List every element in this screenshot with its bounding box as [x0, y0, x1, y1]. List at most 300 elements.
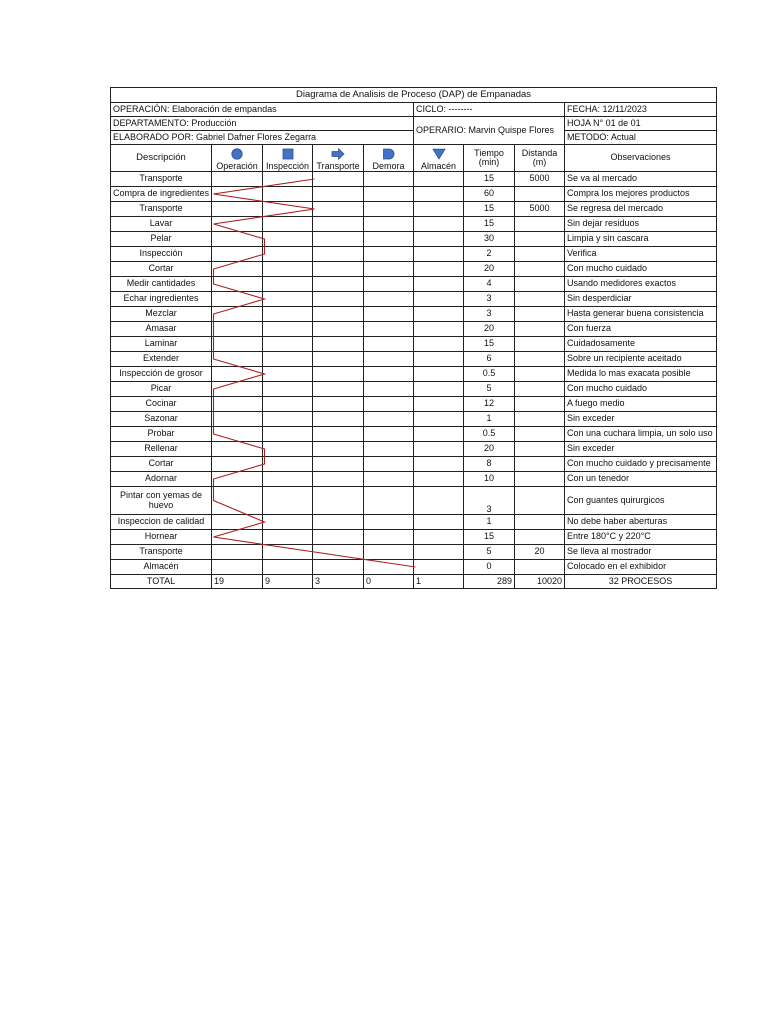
- row-distancia: [515, 367, 565, 382]
- row-almacen-cell: [414, 412, 464, 427]
- row-inspeccion-cell: [263, 352, 313, 367]
- row-operacion-cell: [212, 202, 263, 217]
- row-tiempo: 3: [464, 292, 515, 307]
- row-transporte-cell: [313, 187, 364, 202]
- table-row: [111, 412, 717, 427]
- row-descripcion: Cocinar: [111, 397, 212, 412]
- row-transporte-cell: [313, 247, 364, 262]
- row-observaciones: Se lleva al mostrador: [565, 545, 717, 560]
- row-observaciones: Con guantes quirurgicos: [565, 487, 717, 515]
- row-demora-cell: [364, 515, 414, 530]
- row-distancia: [515, 292, 565, 307]
- table-row: [111, 382, 717, 397]
- row-operacion-cell: [212, 247, 263, 262]
- row-operacion-cell: [212, 560, 263, 575]
- table-row: [111, 337, 717, 352]
- total-distancia: 10020: [515, 575, 565, 589]
- row-transporte-cell: [313, 217, 364, 232]
- row-descripcion: Echar ingredientes: [111, 292, 212, 307]
- row-inspeccion-cell: [263, 337, 313, 352]
- header-distancia: Distanda (m): [515, 145, 565, 172]
- table-row: [111, 442, 717, 457]
- row-inspeccion-cell: [263, 262, 313, 277]
- row-distancia: [515, 472, 565, 487]
- row-demora-cell: [364, 172, 414, 187]
- row-inspeccion-cell: [263, 187, 313, 202]
- total-transporte: 3: [313, 575, 364, 589]
- row-transporte-cell: [313, 232, 364, 247]
- row-observaciones: Con una cuchara limpia, un solo uso: [565, 427, 717, 442]
- header-almacen: [414, 145, 464, 172]
- row-descripcion: Amasar: [111, 322, 212, 337]
- row-almacen-cell: [414, 247, 464, 262]
- row-observaciones: Con mucho cuidado y precisamente: [565, 457, 717, 472]
- row-tiempo: 15: [464, 530, 515, 545]
- row-transporte-cell: [313, 545, 364, 560]
- row-tiempo: 20: [464, 442, 515, 457]
- row-tiempo: 20: [464, 322, 515, 337]
- row-observaciones: A fuego medio: [565, 397, 717, 412]
- row-descripcion: Mezclar: [111, 307, 212, 322]
- table-row: [111, 322, 717, 337]
- table-row: [111, 545, 717, 560]
- row-distancia: [515, 307, 565, 322]
- row-demora-cell: [364, 457, 414, 472]
- row-operacion-cell: [212, 382, 263, 397]
- row-distancia: 5000: [515, 202, 565, 217]
- row-demora-cell: [364, 187, 414, 202]
- row-observaciones: No debe haber aberturas: [565, 515, 717, 530]
- row-distancia: [515, 427, 565, 442]
- row-transporte-cell: [313, 515, 364, 530]
- ciclo-field: CICLO: --------: [414, 103, 565, 117]
- row-tiempo: 15: [464, 337, 515, 352]
- row-almacen-cell: [414, 457, 464, 472]
- row-demora-cell: [364, 337, 414, 352]
- row-demora-cell: [364, 307, 414, 322]
- row-tiempo: 5: [464, 382, 515, 397]
- row-operacion-cell: [212, 472, 263, 487]
- total-observaciones: 32 PROCESOS: [565, 575, 717, 589]
- row-operacion-cell: [212, 352, 263, 367]
- row-almacen-cell: [414, 172, 464, 187]
- row-inspeccion-cell: [263, 307, 313, 322]
- header-demora: [364, 145, 414, 172]
- row-transporte-cell: [313, 172, 364, 187]
- row-observaciones: Con mucho cuidado: [565, 382, 717, 397]
- row-tiempo: 4: [464, 277, 515, 292]
- row-inspeccion-cell: [263, 412, 313, 427]
- table-row: [111, 427, 717, 442]
- row-almacen-cell: [414, 277, 464, 292]
- operacion-field: OPERACIÓN: Elaboración de empandas: [111, 103, 414, 117]
- row-almacen-cell: [414, 232, 464, 247]
- row-demora-cell: [364, 427, 414, 442]
- row-observaciones: Compra los mejores productos: [565, 187, 717, 202]
- row-descripcion: Transporte: [111, 202, 212, 217]
- row-tiempo: 15: [464, 217, 515, 232]
- row-distancia: [515, 515, 565, 530]
- table-row: [111, 202, 717, 217]
- row-observaciones: Usando medidores exactos: [565, 277, 717, 292]
- row-demora-cell: [364, 367, 414, 382]
- row-inspeccion-cell: [263, 530, 313, 545]
- row-transporte-cell: [313, 367, 364, 382]
- operario-field: OPERARIO: Marvin Quispe Flores: [414, 117, 565, 145]
- row-almacen-cell: [414, 307, 464, 322]
- row-almacen-cell: [414, 292, 464, 307]
- row-operacion-cell: [212, 277, 263, 292]
- row-distancia: [515, 217, 565, 232]
- row-distancia: [515, 277, 565, 292]
- table-row: [111, 187, 717, 202]
- total-operacion: 19: [212, 575, 263, 589]
- row-transporte-cell: [313, 412, 364, 427]
- row-descripcion: Transporte: [111, 545, 212, 560]
- row-almacen-cell: [414, 337, 464, 352]
- table-row: [111, 487, 717, 515]
- row-almacen-cell: [414, 382, 464, 397]
- row-tiempo: 3: [464, 487, 515, 515]
- row-distancia: [515, 560, 565, 575]
- row-tiempo: 8: [464, 457, 515, 472]
- row-operacion-cell: [212, 457, 263, 472]
- row-inspeccion-cell: [263, 487, 313, 515]
- header-demora-label: Demora: [372, 160, 405, 171]
- row-operacion-cell: [212, 545, 263, 560]
- row-observaciones: Verifica: [565, 247, 717, 262]
- row-operacion-cell: [212, 515, 263, 530]
- row-descripcion: Pintar con yemas de huevo: [111, 487, 212, 515]
- row-descripcion: Sazonar: [111, 412, 212, 427]
- row-tiempo: 0.5: [464, 367, 515, 382]
- row-observaciones: Entre 180°C y 220°C: [565, 530, 717, 545]
- row-demora-cell: [364, 530, 414, 545]
- table-row: [111, 397, 717, 412]
- row-demora-cell: [364, 292, 414, 307]
- row-inspeccion-cell: [263, 232, 313, 247]
- triangle-storage-icon: [432, 148, 446, 160]
- total-inspeccion: 9: [263, 575, 313, 589]
- row-almacen-cell: [414, 442, 464, 457]
- row-transporte-cell: [313, 457, 364, 472]
- row-transporte-cell: [313, 427, 364, 442]
- row-inspeccion-cell: [263, 217, 313, 232]
- row-distancia: [515, 382, 565, 397]
- row-descripcion: Hornear: [111, 530, 212, 545]
- table-row: [111, 472, 717, 487]
- row-demora-cell: [364, 277, 414, 292]
- dap-table: [110, 87, 717, 589]
- row-inspeccion-cell: [263, 560, 313, 575]
- total-tiempo: 289: [464, 575, 515, 589]
- row-tiempo: 30: [464, 232, 515, 247]
- row-almacen-cell: [414, 427, 464, 442]
- row-descripcion: Picar: [111, 382, 212, 397]
- row-observaciones: Medida lo mas exacata posible: [565, 367, 717, 382]
- row-tiempo: 60: [464, 187, 515, 202]
- row-tiempo: 10: [464, 472, 515, 487]
- row-distancia: 5000: [515, 172, 565, 187]
- row-transporte-cell: [313, 307, 364, 322]
- row-tiempo: 0: [464, 560, 515, 575]
- row-distancia: [515, 530, 565, 545]
- row-operacion-cell: [212, 322, 263, 337]
- row-tiempo: 5: [464, 545, 515, 560]
- row-observaciones: Cuidadosamente: [565, 337, 717, 352]
- row-almacen-cell: [414, 397, 464, 412]
- row-transporte-cell: [313, 382, 364, 397]
- meta-row-1: [111, 103, 717, 117]
- row-observaciones: Sin exceder: [565, 412, 717, 427]
- circle-operation-icon: [231, 148, 243, 160]
- row-transporte-cell: [313, 292, 364, 307]
- row-distancia: [515, 187, 565, 202]
- arrow-transport-icon: [331, 148, 345, 160]
- fecha-field: FECHA: 12/11/2023: [565, 103, 717, 117]
- row-transporte-cell: [313, 487, 364, 515]
- table-row: [111, 352, 717, 367]
- table-row: [111, 560, 717, 575]
- row-inspeccion-cell: [263, 427, 313, 442]
- row-observaciones: Se regresa del mercado: [565, 202, 717, 217]
- table-row: [111, 530, 717, 545]
- row-inspeccion-cell: [263, 202, 313, 217]
- row-descripcion: Extender: [111, 352, 212, 367]
- row-tiempo: 2: [464, 247, 515, 262]
- header-descripcion: Descripción: [111, 145, 212, 172]
- row-descripcion: Probar: [111, 427, 212, 442]
- row-tiempo: 15: [464, 172, 515, 187]
- row-operacion-cell: [212, 172, 263, 187]
- row-inspeccion-cell: [263, 277, 313, 292]
- row-almacen-cell: [414, 367, 464, 382]
- row-descripcion: Adornar: [111, 472, 212, 487]
- row-observaciones: Con un tenedor: [565, 472, 717, 487]
- total-label: TOTAL: [111, 575, 212, 589]
- row-tiempo: 0.5: [464, 427, 515, 442]
- row-observaciones: Sobre un recipiente aceitado: [565, 352, 717, 367]
- row-demora-cell: [364, 472, 414, 487]
- table-row: [111, 515, 717, 530]
- table-row: [111, 262, 717, 277]
- row-observaciones: Se va al mercado: [565, 172, 717, 187]
- row-descripcion: Rellenar: [111, 442, 212, 457]
- row-almacen-cell: [414, 352, 464, 367]
- row-almacen-cell: [414, 530, 464, 545]
- row-transporte-cell: [313, 337, 364, 352]
- row-operacion-cell: [212, 292, 263, 307]
- table-row: [111, 217, 717, 232]
- row-tiempo: 3: [464, 307, 515, 322]
- meta-row-2: [111, 117, 717, 131]
- row-demora-cell: [364, 202, 414, 217]
- table-row: [111, 247, 717, 262]
- row-demora-cell: [364, 352, 414, 367]
- row-almacen-cell: [414, 262, 464, 277]
- row-distancia: [515, 337, 565, 352]
- row-inspeccion-cell: [263, 515, 313, 530]
- row-transporte-cell: [313, 560, 364, 575]
- process-rows: [111, 172, 717, 575]
- row-operacion-cell: [212, 530, 263, 545]
- table-row: [111, 457, 717, 472]
- title-row: [111, 88, 717, 103]
- row-operacion-cell: [212, 232, 263, 247]
- metodo-field: METODO: Actual: [565, 131, 717, 145]
- row-descripcion: Inspección: [111, 247, 212, 262]
- row-almacen-cell: [414, 560, 464, 575]
- row-observaciones: Sin exceder: [565, 442, 717, 457]
- row-distancia: [515, 352, 565, 367]
- row-inspeccion-cell: [263, 382, 313, 397]
- row-distancia: [515, 232, 565, 247]
- hoja-field: HOJA N° 01 de 01: [565, 117, 717, 131]
- row-demora-cell: [364, 232, 414, 247]
- row-transporte-cell: [313, 322, 364, 337]
- row-demora-cell: [364, 487, 414, 515]
- row-inspeccion-cell: [263, 322, 313, 337]
- row-inspeccion-cell: [263, 397, 313, 412]
- header-transporte-label: Transporte: [316, 160, 360, 171]
- header-almacen-label: Almacén: [420, 160, 456, 171]
- row-operacion-cell: [212, 412, 263, 427]
- row-demora-cell: [364, 545, 414, 560]
- row-demora-cell: [364, 247, 414, 262]
- row-tiempo: 1: [464, 412, 515, 427]
- row-almacen-cell: [414, 187, 464, 202]
- row-operacion-cell: [212, 262, 263, 277]
- row-tiempo: 1: [464, 515, 515, 530]
- row-observaciones: Sin desperdiciar: [565, 292, 717, 307]
- elaborado-field: ELABORADO POR: Gabriel Dafner Flores Zegarra: [111, 131, 414, 145]
- row-inspeccion-cell: [263, 247, 313, 262]
- row-operacion-cell: [212, 487, 263, 515]
- table-row: [111, 277, 717, 292]
- row-distancia: [515, 397, 565, 412]
- row-descripcion: Cortar: [111, 457, 212, 472]
- row-observaciones: Colocado en el exhibidor: [565, 560, 717, 575]
- row-almacen-cell: [414, 217, 464, 232]
- table-row: [111, 367, 717, 382]
- row-descripcion: Laminar: [111, 337, 212, 352]
- header-observaciones: Observaciones: [565, 145, 717, 172]
- row-demora-cell: [364, 412, 414, 427]
- row-transporte-cell: [313, 442, 364, 457]
- row-descripcion: Cortar: [111, 262, 212, 277]
- header-inspeccion: [263, 145, 313, 172]
- row-distancia: [515, 247, 565, 262]
- row-tiempo: 6: [464, 352, 515, 367]
- row-distancia: [515, 442, 565, 457]
- row-descripcion: Compra de ingredientes: [111, 187, 212, 202]
- row-almacen-cell: [414, 322, 464, 337]
- row-tiempo: 20: [464, 262, 515, 277]
- row-operacion-cell: [212, 427, 263, 442]
- header-inspeccion-label: Inspección: [265, 160, 310, 171]
- row-operacion-cell: [212, 397, 263, 412]
- row-demora-cell: [364, 560, 414, 575]
- header-row: [111, 145, 717, 172]
- row-transporte-cell: [313, 352, 364, 367]
- row-observaciones: Hasta generar buena consistencia: [565, 307, 717, 322]
- row-transporte-cell: [313, 202, 364, 217]
- row-almacen-cell: [414, 202, 464, 217]
- row-descripcion: Lavar: [111, 217, 212, 232]
- row-descripcion: Transporte: [111, 172, 212, 187]
- row-almacen-cell: [414, 487, 464, 515]
- dap-sheet: [110, 87, 716, 589]
- d-shape-delay-icon: [382, 148, 396, 160]
- row-operacion-cell: [212, 442, 263, 457]
- header-transporte: [313, 145, 364, 172]
- row-tiempo: 15: [464, 202, 515, 217]
- row-demora-cell: [364, 217, 414, 232]
- row-transporte-cell: [313, 397, 364, 412]
- row-distancia: [515, 322, 565, 337]
- row-inspeccion-cell: [263, 545, 313, 560]
- table-row: [111, 172, 717, 187]
- square-inspection-icon: [282, 148, 294, 160]
- row-descripcion: Pelar: [111, 232, 212, 247]
- row-inspeccion-cell: [263, 442, 313, 457]
- totals-row: [111, 575, 717, 589]
- row-operacion-cell: [212, 187, 263, 202]
- row-operacion-cell: [212, 337, 263, 352]
- row-inspeccion-cell: [263, 457, 313, 472]
- row-demora-cell: [364, 382, 414, 397]
- header-operacion: [212, 145, 263, 172]
- header-tiempo: Tiempo (min): [464, 145, 515, 172]
- row-descripcion: Inspeccion de calidad: [111, 515, 212, 530]
- row-inspeccion-cell: [263, 292, 313, 307]
- total-almacen: 1: [414, 575, 464, 589]
- row-inspeccion-cell: [263, 367, 313, 382]
- row-demora-cell: [364, 262, 414, 277]
- row-distancia: [515, 457, 565, 472]
- row-descripcion: Medir cantidades: [111, 277, 212, 292]
- page-title: Diagrama de Analisis de Proceso (DAP) de Empanadas: [111, 88, 717, 103]
- row-descripcion: Almacén: [111, 560, 212, 575]
- total-demora: 0: [364, 575, 414, 589]
- row-descripcion: Inspección de grosor: [111, 367, 212, 382]
- row-distancia: [515, 487, 565, 515]
- row-tiempo: 12: [464, 397, 515, 412]
- row-observaciones: Limpia y sin cascara: [565, 232, 717, 247]
- row-transporte-cell: [313, 472, 364, 487]
- row-inspeccion-cell: [263, 172, 313, 187]
- departamento-field: DEPARTAMENTO: Producción: [111, 117, 414, 131]
- row-observaciones: Con fuerza: [565, 322, 717, 337]
- table-row: [111, 232, 717, 247]
- row-observaciones: Sin dejar residuos: [565, 217, 717, 232]
- row-almacen-cell: [414, 545, 464, 560]
- row-inspeccion-cell: [263, 472, 313, 487]
- row-observaciones: Con mucho cuidado: [565, 262, 717, 277]
- row-distancia: 20: [515, 545, 565, 560]
- table-row: [111, 292, 717, 307]
- row-operacion-cell: [212, 217, 263, 232]
- row-transporte-cell: [313, 530, 364, 545]
- row-operacion-cell: [212, 307, 263, 322]
- row-transporte-cell: [313, 262, 364, 277]
- row-distancia: [515, 262, 565, 277]
- row-distancia: [515, 412, 565, 427]
- row-demora-cell: [364, 442, 414, 457]
- row-operacion-cell: [212, 367, 263, 382]
- table-row: [111, 307, 717, 322]
- header-operacion-label: Operación: [216, 160, 258, 171]
